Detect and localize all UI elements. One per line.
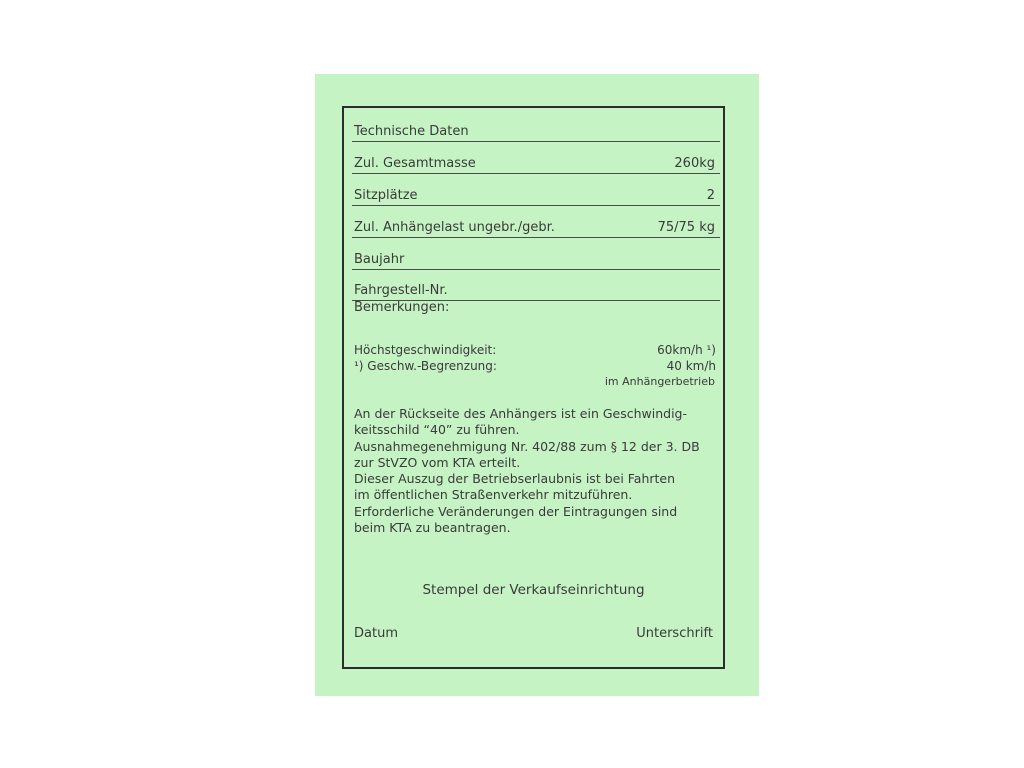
limit-line: [354, 358, 716, 374]
spec-row-fahrgestell: [352, 283, 720, 301]
section-heading: Technische Daten: [354, 124, 469, 139]
row-label: Zul. Anhängelast ungebr./gebr.: [354, 220, 555, 235]
stamp-label: Stempel der Verkaufseinrichtung: [422, 582, 645, 598]
row-value: 75/75 kg: [657, 220, 715, 235]
row-label: Sitzplätze: [354, 188, 418, 203]
heading-row: [352, 124, 720, 142]
row-value: [715, 252, 718, 268]
limit-value: 40 km/h: [666, 359, 716, 373]
document-card: [315, 74, 759, 696]
limit-note: im Anhängerbetrieb: [604, 375, 715, 388]
spec-row-gesamtmasse: [352, 156, 720, 174]
signature-label: Unterschrift: [636, 626, 713, 641]
spec-row-anhaengelast: [352, 220, 720, 238]
row-value: [715, 283, 718, 299]
row-label: Baujahr: [354, 252, 405, 267]
speed-value: 60km/h ¹): [657, 343, 716, 357]
row-value: 2: [706, 188, 715, 203]
row-label: Fahrgestell-Nr.: [354, 283, 448, 298]
spec-row-sitzplaetze: [352, 188, 720, 206]
remarks-paragraph: An der Rückseite des Anhängers ist ein Geschwindig- keitsschild “40” zu führen. Ausnahmegenehmigung Nr. 402/88 zum § 12 der 3. DB zur StVZO vom KTA erteilt. Dieser Auszug der Betriebserlaubnis ist bei Fahrten im öffentlichen Straßenverkehr mitzuführen. Erforderliche Veränderungen der Eintragungen sind beim KTA zu beantragen.: [354, 406, 700, 536]
row-label: Zul. Gesamtmasse: [354, 156, 476, 171]
speed-line: [354, 342, 716, 358]
document-frame: [342, 106, 725, 669]
limit-label: ¹) Geschw.-Begrenzung:: [354, 359, 497, 373]
row-value: 260kg: [674, 156, 715, 171]
remarks-label: Bemerkungen:: [354, 300, 450, 315]
date-label: Datum: [354, 626, 398, 641]
speed-label: Höchstgeschwindigkeit:: [354, 343, 497, 357]
spec-row-baujahr: [352, 252, 720, 270]
